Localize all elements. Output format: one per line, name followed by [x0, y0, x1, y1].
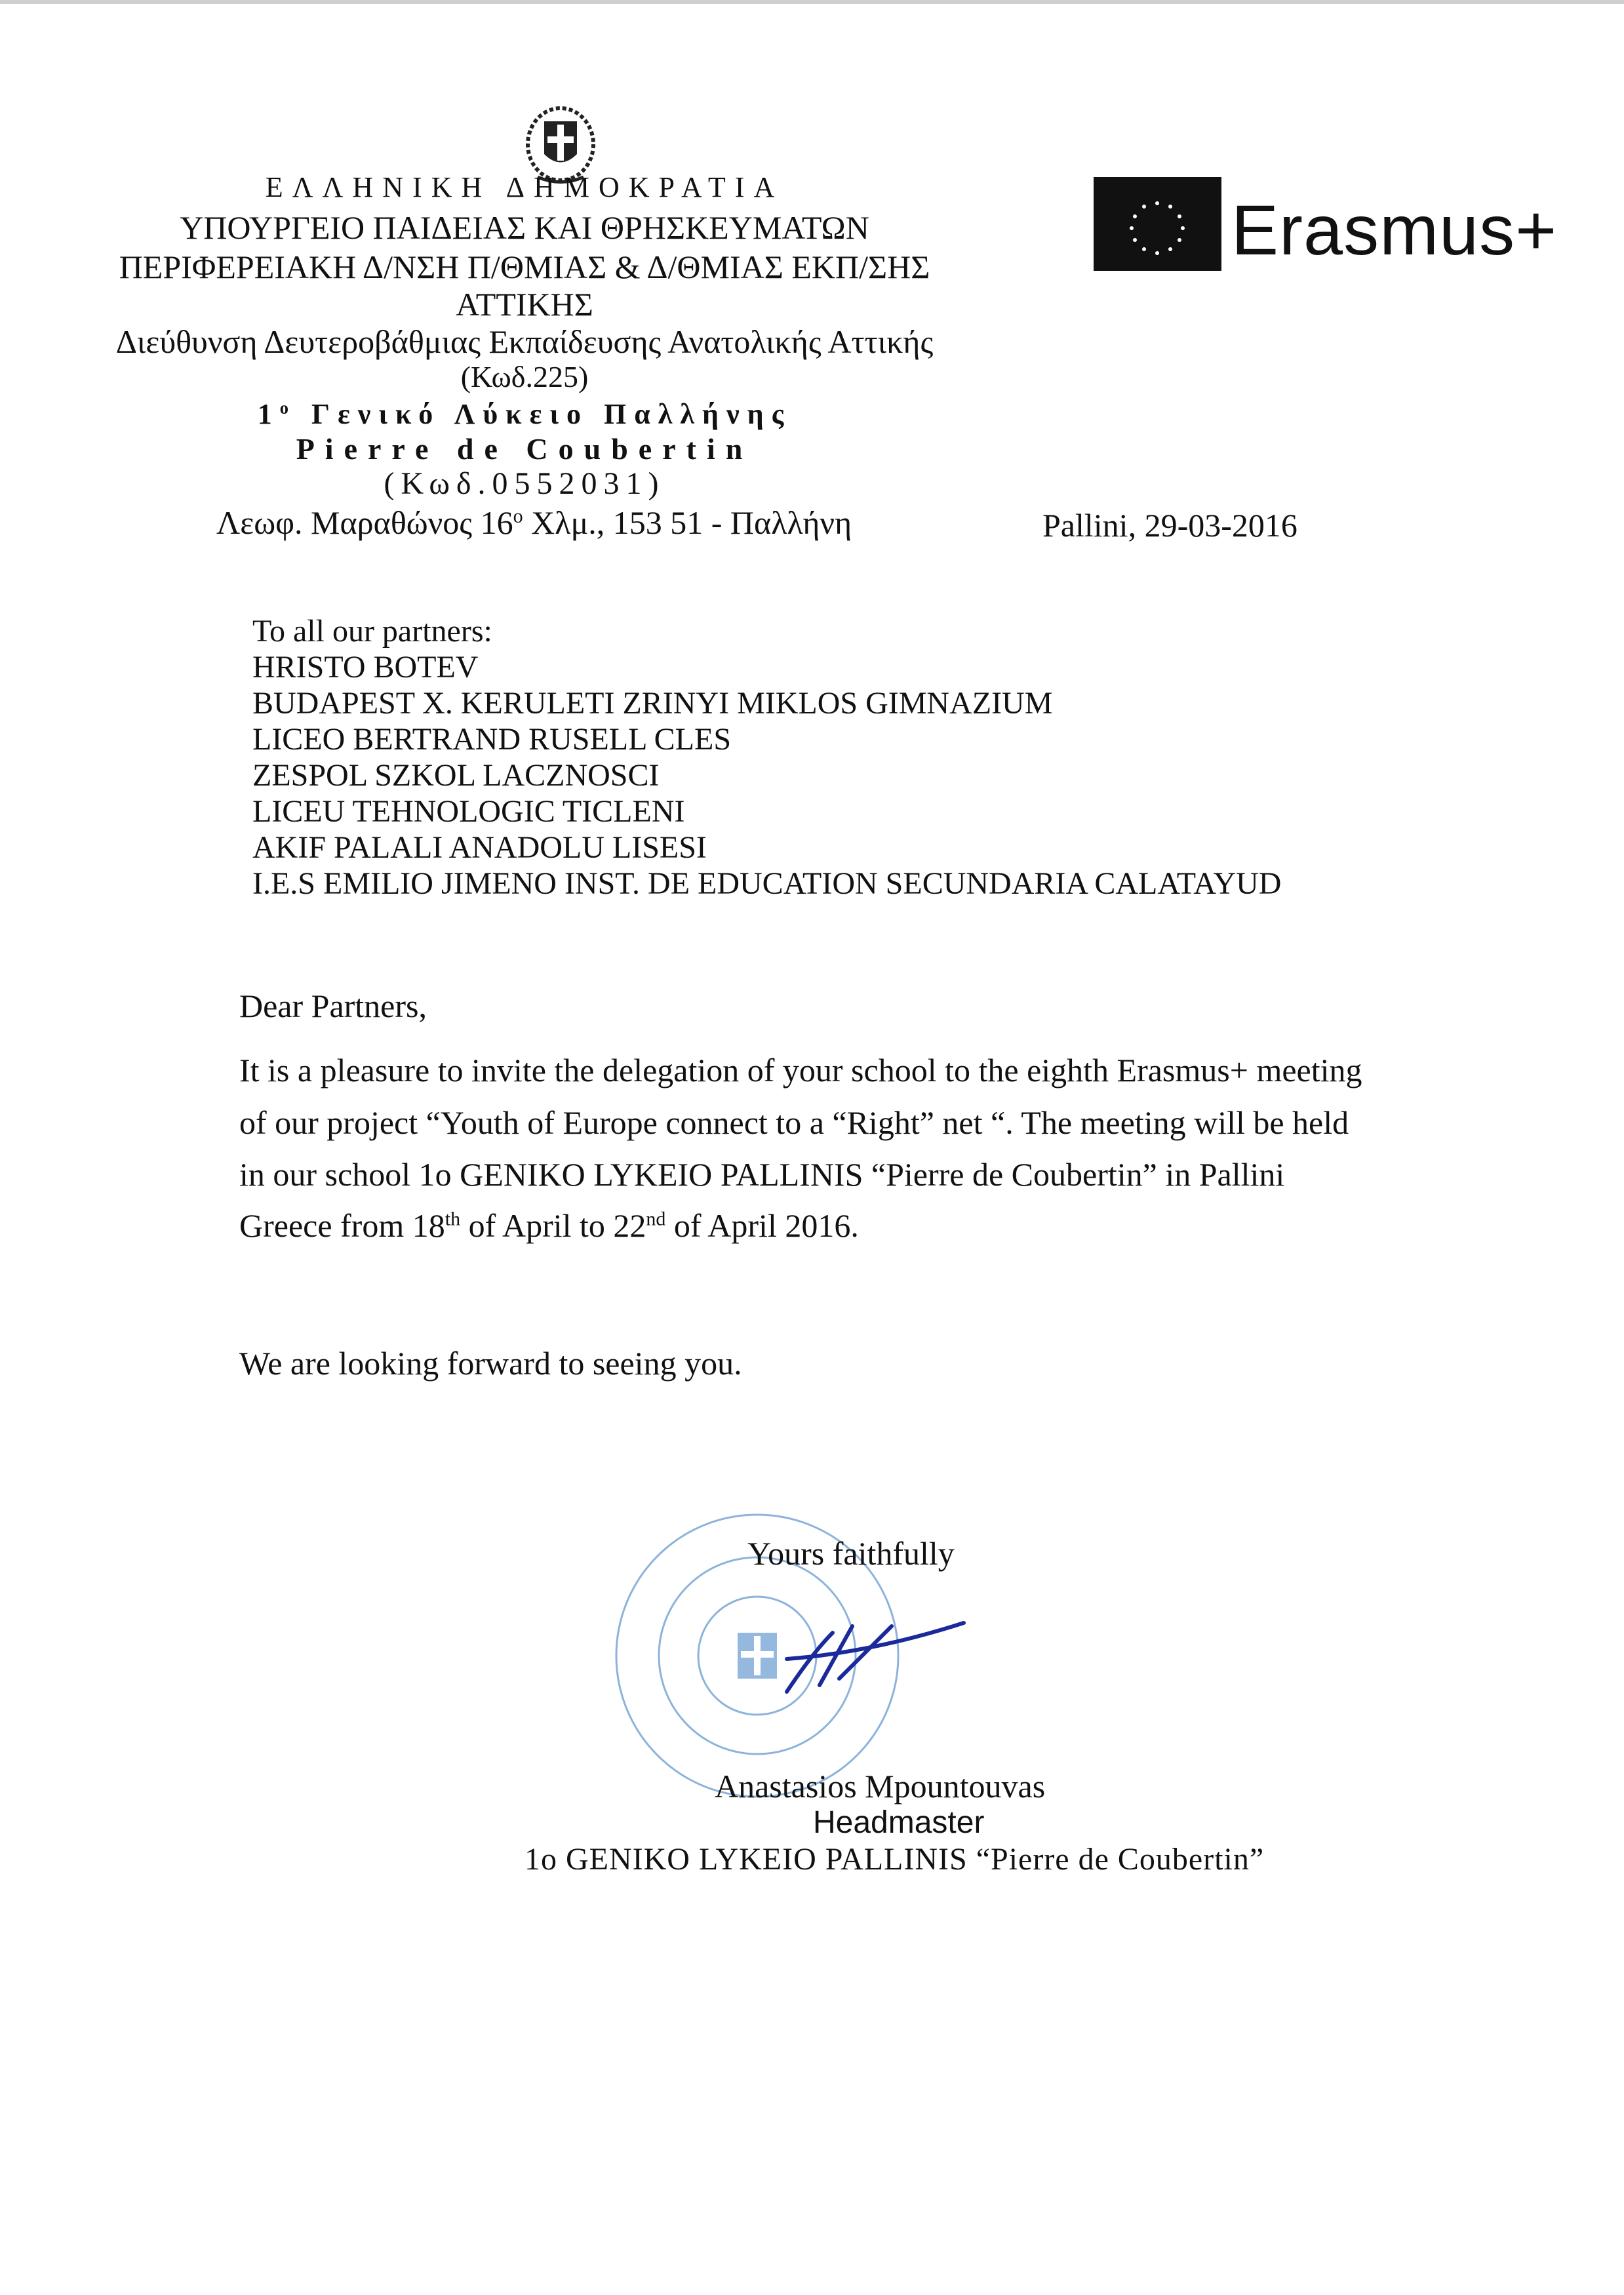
handwritten-signature-icon: [774, 1613, 970, 1705]
letterhead-region: ΠΕΡΙΦΕΡΕΙΑΚΗ Δ/ΝΣΗ Π/ΘΜΙΑΣ & Δ/ΘΜΙΑΣ ΕΚΠ/ΣΗΣ: [119, 249, 930, 285]
recipient-item: ZESPOL SZKOL LACZNOSCI: [252, 758, 660, 793]
letterhead-state: ΕΛΛΗΝΙΚΗ ΔΗΜΟΚΡΑΤΙΑ: [265, 171, 784, 203]
recipients-block: [252, 613, 1281, 902]
eu-flag-icon: [1094, 184, 1221, 271]
letterhead-address: Λεωφ. Μαραθώνος $16^o$ Χλμ., 153 51 - Παλλήνη: [216, 504, 852, 541]
letterhead-attica: ΑΤΤΙΚΗΣ: [456, 286, 593, 323]
letterhead-ministry: ΥΠΟΥΡΓΕΙΟ ΠΑΙΔΕΙΑΣ ΚΑΙ ΘΡΗΣΚΕΥΜΑΤΩΝ: [180, 209, 869, 246]
recipient-item: LICEU TEHNOLOGIC TICLENI: [252, 794, 685, 829]
recipient-item: I.E.S EMILIO JIMENO INST. DE EDUCATION SECUNDARIA CALATAYUD: [252, 866, 1282, 901]
letterhead-school-greek: $1^o$ Γενικό Λύκειο Παλλήνης: [257, 397, 792, 430]
valediction: Yours faithfully: [747, 1535, 955, 1572]
signatory-school: 1o GENIKO LYKEIO PALLINIS “Pierre de Coubertin”: [525, 1842, 1265, 1877]
eu-flag-bar: [1094, 177, 1221, 184]
body-line: in our school 1o GENIKO LYKEIO PALLINIS “Pierre de Coubertin” in Pallini: [239, 1156, 1285, 1193]
letterhead-school-code: (Κωδ.0552031): [384, 466, 665, 501]
recipient-item: LICEO BERTRAND RUSELL CLES: [252, 722, 732, 757]
recipient-item: HRISTO BOTEV: [252, 650, 479, 685]
recipient-item: BUDAPEST X. KERULETI ZRINYI MIKLOS GIMNAZIUM: [252, 686, 1053, 721]
signatory-title: Headmaster: [813, 1805, 985, 1840]
recipient-item: AKIF PALALI ANADOLU LISESI: [252, 830, 707, 865]
body-line: Greece from 18th of April to 22nd of April 2016.: [239, 1207, 859, 1244]
closing-line: We are looking forward to seeing you.: [239, 1345, 742, 1382]
erasmus-wordmark: Erasmus+: [1231, 190, 1558, 269]
letterhead-school-english: Pierre de Coubertin: [296, 432, 753, 466]
signatory-name: Anastasios Mpountouvas: [715, 1768, 1046, 1805]
letterhead-directorate: Διεύθυνση Δευτεροβάθμιας Εκπαίδευσης Ανατολικής Αττικής: [115, 323, 934, 360]
recipients-intro: To all our partners:: [252, 614, 492, 649]
body-line: It is a pleasure to invite the delegation of your school to the eighth Erasmus+ meeting: [239, 1052, 1362, 1088]
body-line: of our project “Youth of Europe connect to a “Right” net “. The meeting will be held: [239, 1104, 1349, 1141]
scan-edge: [0, 0, 1624, 4]
letter-date: Pallini, 29-03-2016: [1042, 507, 1297, 544]
erasmus-logo: [1094, 177, 1558, 275]
salutation: Dear Partners,: [239, 988, 427, 1024]
letterhead-code: (Κωδ.225): [460, 360, 589, 393]
